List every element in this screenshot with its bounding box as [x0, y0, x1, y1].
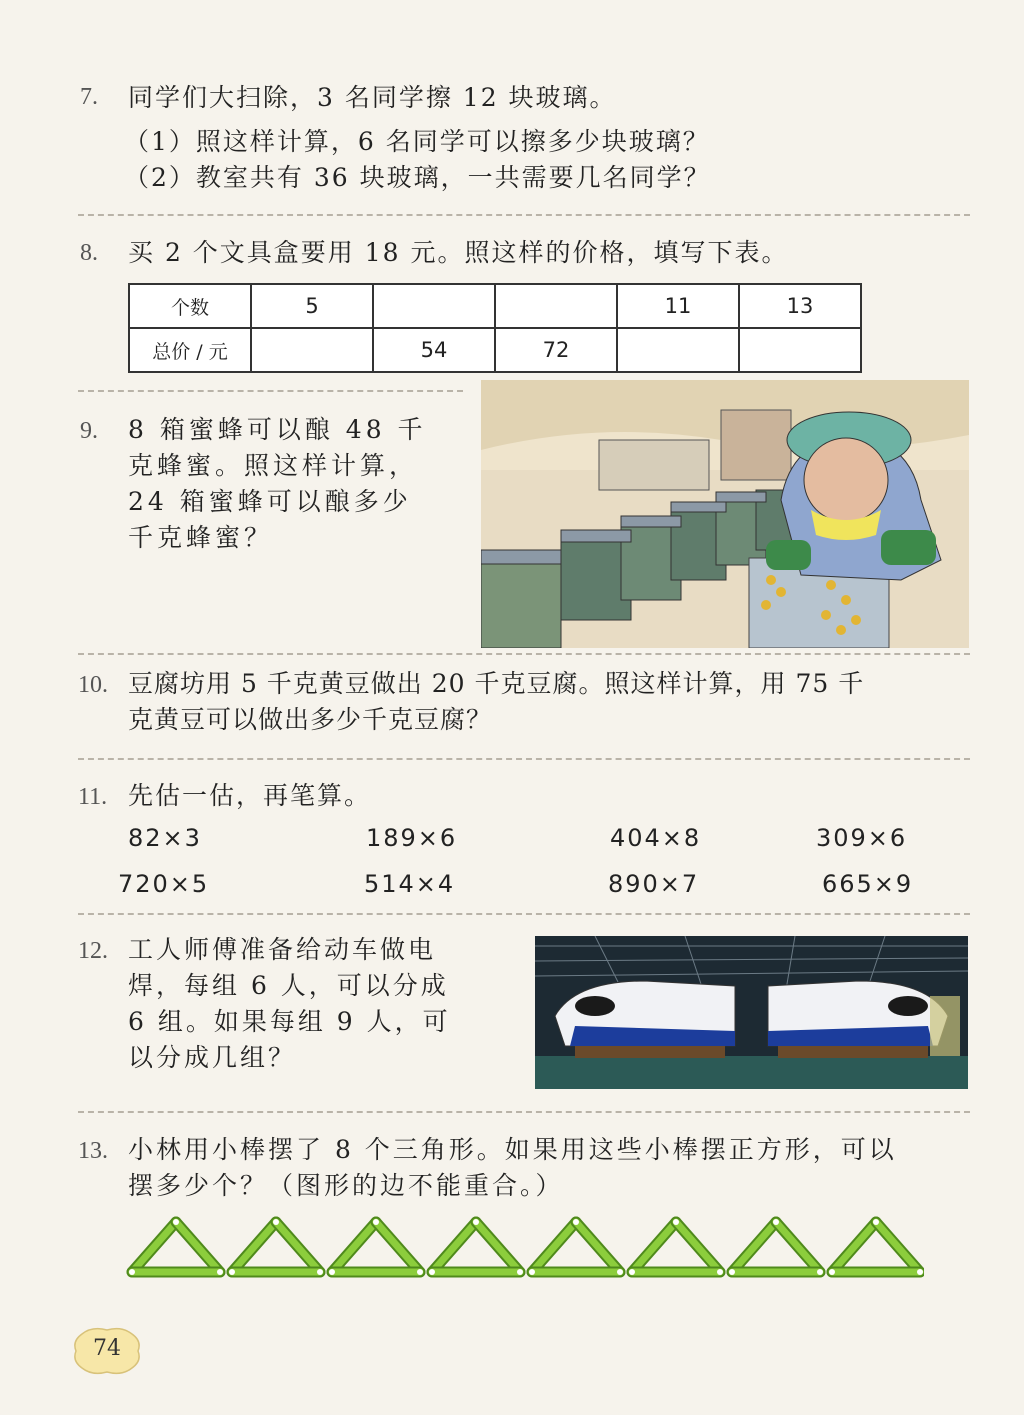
q9-number: 9. [80, 418, 98, 444]
q13-line2: 摆多少个？（图形的边不能重合。） [128, 1171, 564, 1200]
q8-text: 买 2 个文具盒要用 18 元。照这样的价格，填写下表。 [128, 238, 789, 267]
calc-item: 309×6 [816, 824, 908, 852]
stick-triangle [729, 1219, 823, 1275]
table-cell: 13 [739, 284, 861, 328]
divider [78, 653, 970, 655]
triangles-svg [124, 1216, 924, 1280]
table-cell [739, 328, 861, 372]
q10-line1: 豆腐坊用 5 千克黄豆做出 20 千克豆腐。照这样计算，用 75 千 [128, 669, 865, 698]
table-cell [617, 328, 739, 372]
table-cell: 5 [251, 284, 373, 328]
q12-line4: 以分成几组？ [128, 1043, 297, 1072]
table-cell: 11 [617, 284, 739, 328]
table-cell: 54 [373, 328, 495, 372]
calc-item: 890×7 [608, 870, 700, 898]
divider [78, 913, 970, 915]
divider [78, 214, 970, 216]
calc-item: 189×6 [366, 824, 458, 852]
q12-line1: 工人师傅准备给动车做电 [128, 935, 437, 964]
q7-sub2: （2）教室共有 36 块玻璃，一共需要几名同学？ [124, 163, 711, 192]
q13-line1: 小林用小棒摆了 8 个三角形。如果用这些小棒摆正方形，可以 [128, 1135, 897, 1164]
q9-line3: 24 箱蜜蜂可以酿多少 [128, 487, 412, 516]
q11-text: 先估一估，再笔算。 [128, 781, 372, 810]
table-row [129, 328, 861, 372]
page-number: 74 [93, 1336, 121, 1361]
table-cell: 总价 / 元 [129, 328, 251, 372]
calc-item: 82×3 [128, 824, 202, 852]
table-cell [495, 284, 617, 328]
q7-sub1: （1）照这样计算，6 名同学可以擦多少块玻璃？ [124, 127, 710, 156]
calc-item: 514×4 [364, 870, 456, 898]
stick-triangle [829, 1219, 923, 1275]
q11-number: 11. [78, 784, 108, 810]
q7-text: 同学们大扫除，3 名同学擦 12 块玻璃。 [128, 83, 617, 112]
q7-number: 7. [80, 84, 98, 110]
q12-line2: 焊，每组 6 人，可以分成 [128, 971, 449, 1000]
q9-line1: 8 箱蜜蜂可以酿 48 千 [128, 415, 427, 444]
divider [78, 1111, 970, 1113]
q9-line2: 克蜂蜜。照这样计算， [128, 451, 419, 480]
divider [78, 390, 463, 392]
stick-triangle [329, 1219, 423, 1275]
q9-line4: 千克蜂蜜？ [128, 523, 274, 552]
q12-line3: 6 组。如果每组 9 人，可 [128, 1007, 451, 1036]
table-cell: 个数 [129, 284, 251, 328]
calc-item: 404×8 [610, 824, 702, 852]
stick-triangle [529, 1219, 623, 1275]
q10-number: 10. [78, 672, 108, 698]
table-cell: 72 [495, 328, 617, 372]
calc-item: 665×9 [822, 870, 914, 898]
stick-triangle [129, 1219, 223, 1275]
stick-triangle [629, 1219, 723, 1275]
price-table [128, 283, 862, 373]
table-row [129, 284, 861, 328]
page-number-badge [72, 1326, 142, 1376]
stick-triangle [429, 1219, 523, 1275]
q12-number: 12. [78, 938, 108, 964]
calc-item: 720×5 [118, 870, 210, 898]
stick-triangle [229, 1219, 323, 1275]
beekeeper-illustration [481, 380, 969, 648]
stick-triangles [124, 1216, 924, 1280]
q10-line2: 克黄豆可以做出多少千克豆腐？ [128, 705, 493, 734]
q8-number: 8. [80, 240, 98, 266]
divider [78, 758, 970, 760]
table-cell [251, 328, 373, 372]
q13-number: 13. [78, 1138, 108, 1164]
train-workshop-photo [535, 936, 968, 1089]
table-cell [373, 284, 495, 328]
